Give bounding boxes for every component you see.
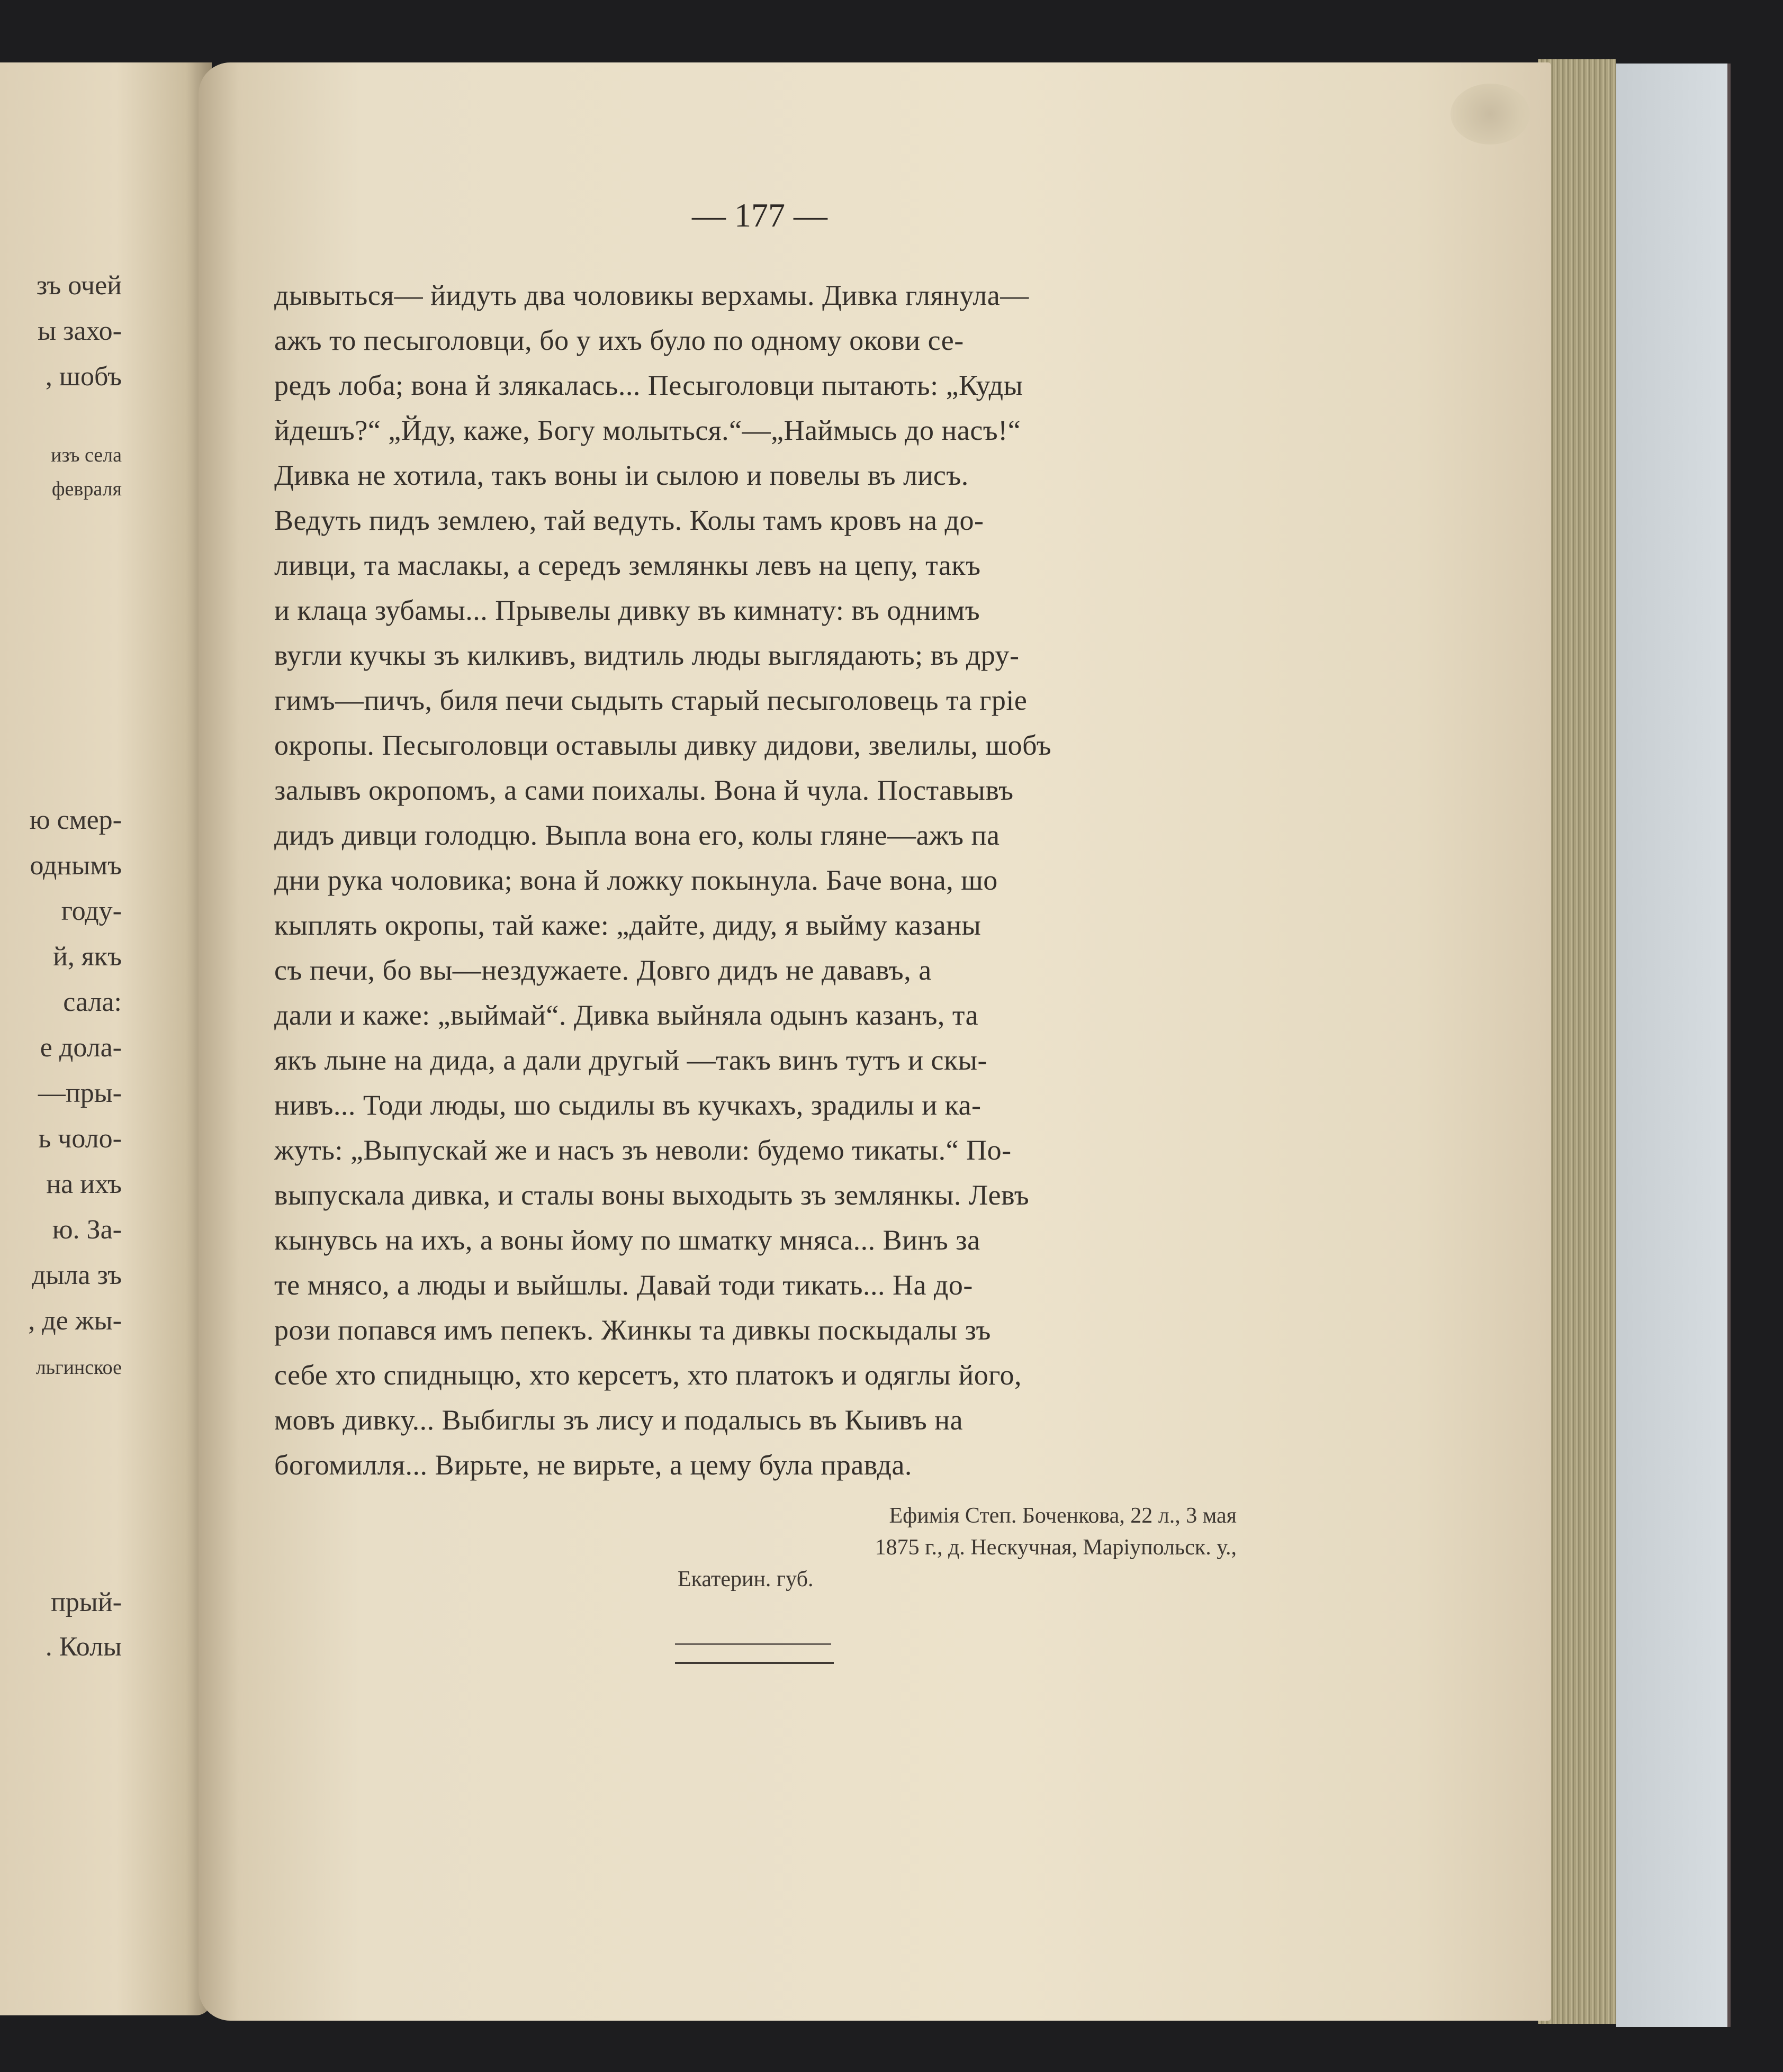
text-line: кынувсь на ихъ, а воны йому по шматку мняса... Винъ за <box>274 1224 980 1256</box>
text-line: богомилля... Вирьте, не вирьте, а цему була правда. <box>274 1449 912 1481</box>
paper-stain <box>1451 84 1530 144</box>
left-page-line: й, якъ <box>53 942 122 972</box>
text-line: жуть: „Выпускай же и насъ зъ неволи: будемо тикаты.“ По- <box>274 1134 1012 1166</box>
left-page-line: ю. За- <box>52 1215 122 1245</box>
attribution-line: Ефимiя Степ. Боченкова, 22 л., 3 мая <box>889 1504 1237 1528</box>
text-line: рози попався имъ пепекъ. Жинкы та дивкы поскыдалы зъ <box>274 1314 991 1346</box>
text-line: те мнясо, а люды и выйшлы. Давай тоди тикать... На до- <box>274 1269 973 1301</box>
left-page-line: . Колы <box>45 1632 122 1662</box>
text-line: дывыться— йидуть два чоловикы верхамы. Дивка глянула— <box>274 279 1029 311</box>
left-page-line: , шобъ <box>45 361 122 392</box>
back-cover <box>1616 64 1731 2027</box>
text-line: выпускала дивка, и сталы воны выходыть зъ землянкы. Левъ <box>274 1179 1030 1211</box>
text-line: якъ лыне на дида, а дали другый —такъ винъ тутъ и скы- <box>274 1044 987 1076</box>
left-page-line: однымъ <box>30 850 122 881</box>
text-line: гимъ—пичъ, биля печи сыдыть старый песыголовець та грiе <box>274 684 1028 716</box>
text-line: ажъ то песыголовци, бо у ихъ було по одному окови се- <box>274 324 964 356</box>
left-page-line: сала: <box>63 987 122 1017</box>
text-line: Ведуть пидъ землею, тай ведуть. Колы тамъ кровъ на до- <box>274 504 984 536</box>
left-page-line: февраля <box>51 478 122 500</box>
text-line: йдешъ?“ „Йду, каже, Богу молыться.“—„Наймысь до насъ!“ <box>274 414 1021 446</box>
text-line: вугли кучкы зъ килкивъ, видтиль люды выглядають; въ дру- <box>274 639 1020 671</box>
left-page-line: году- <box>61 896 122 926</box>
text-line: Дивка не хотила, такъ воны iи сылою и повелы въ лисъ. <box>274 459 969 491</box>
left-page-line: —пры- <box>38 1078 122 1108</box>
left-page-line: е дола- <box>40 1033 122 1063</box>
page-number: — 177 — <box>692 196 827 234</box>
left-page-line: изъ села <box>51 444 122 466</box>
text-line: себе хто спидныцю, хто керсетъ, хто платокъ и одяглы його, <box>274 1359 1022 1391</box>
text-line: дали и каже: „выймай“. Дивка выйняла одынъ казанъ, та <box>274 999 979 1031</box>
text-line: съ печи, бо вы—нездужаете. Довго дидъ не дававъ, а <box>274 954 932 986</box>
text-line: нивъ... Тоди люды, шо сыдилы въ кучкахъ, зрадилы и ка- <box>274 1089 981 1121</box>
left-page <box>0 62 212 2015</box>
left-page-line: зъ очей <box>36 270 122 301</box>
left-page-line: на ихъ <box>46 1169 122 1199</box>
text-line: мовъ дивку... Выбиглы зъ лису и подалысь въ Кыивъ на <box>274 1404 963 1436</box>
text-line: и клаца зубамы... Прывелы дивку въ кимнату: въ однимъ <box>274 594 980 626</box>
text-line: ливци, та маслакы, а середъ землянкы левъ на цепу, такъ <box>274 549 981 581</box>
left-page-line: ь чоло- <box>38 1124 122 1154</box>
left-page-line: ю смер- <box>29 805 122 835</box>
left-page-line: ы захо- <box>38 316 122 346</box>
left-page-line: , де жы- <box>28 1306 122 1336</box>
separator-rule <box>675 1662 834 1664</box>
text-line: залывъ окропомъ, а сами поихалы. Вона й чула. Поставывъ <box>274 774 1014 806</box>
text-line: кыплять окропы, тай каже: „дайте, диду, я выйму казаны <box>274 909 981 941</box>
attribution-line: 1875 г., д. Нескучная, Марiупольск. у., <box>875 1535 1237 1560</box>
left-page-line: прый- <box>51 1587 122 1617</box>
text-line: дни рука чоловика; вона й ложку покынула. Баче вона, шо <box>274 864 998 896</box>
left-page-line: льгинское <box>35 1356 122 1379</box>
text-line: дидъ дивци голодцю. Выпла вона его, колы гляне—ажъ па <box>274 819 1000 851</box>
text-line: окропы. Песыголовци оставылы дивку дидови, звелилы, шобъ <box>274 729 1052 761</box>
text-line: редъ лоба; вона й злякалась... Песыголовци пытають: „Куды <box>274 369 1023 401</box>
separator-rule <box>675 1643 831 1645</box>
left-page-line: дыла зъ <box>32 1260 122 1290</box>
attribution-line: Екатерин. губ. <box>678 1567 814 1591</box>
